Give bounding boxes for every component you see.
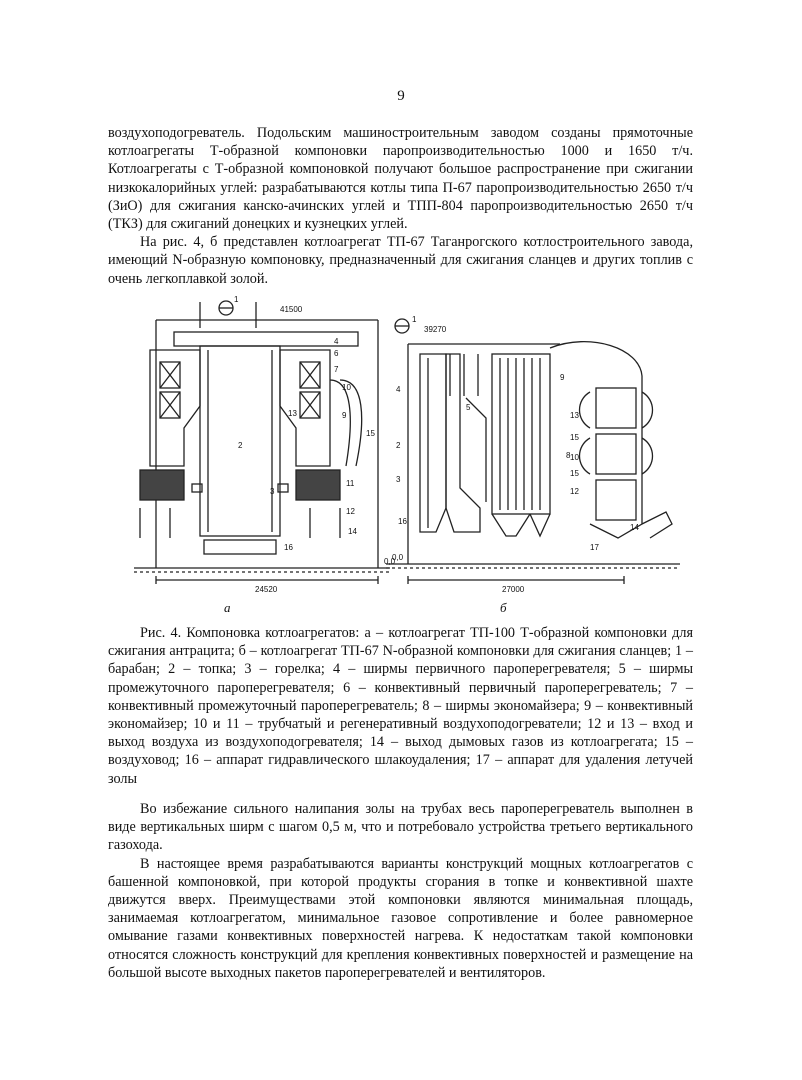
callout-b: 9	[560, 373, 565, 382]
paragraph: На рис. 4, б представлен котлоагрегат ТП-67 Таганрогского котлостроительного завода, имеющий N-образную компоновку, предназначенный для сжигания сланцев и других топлив с очень легкоплавкой золой.	[108, 234, 693, 287]
callout-b: 13	[570, 411, 579, 420]
figure-label-a: а	[224, 600, 231, 615]
callout-a: 2	[238, 441, 243, 450]
paragraph: В настоящее время разрабатываются варианты конструкций мощных котлоагрегатов с башенной компоновкой, при которой продукты сгорания в топке и конвективной шахте движутся вверх. Преимуществами этой компоновки являются минимальная площадь, занимаемая котлоагрегатом, минимальное газовое сопротивление и более равномерное омывание газами конвективных поверхностей нагрева. К недостаткам такой компоновки относятся сложность конструкций для крепления конвективных поверхностей и размещение на большой высоте выходных пакетов пароперегревателей и вентиляторов.	[108, 855, 693, 981]
callout-b: 2	[396, 441, 401, 450]
callout-b: 5	[466, 403, 471, 412]
callout-b: 3	[396, 475, 401, 484]
caption-text: Рис. 4. Компоновка котлоагрегатов: а – котлоагрегат ТП-100 Т-образной компоновки для сжигания антрацита; б – котлоагрегат ТП-67 N-образной компоновки для сжигания сланцев; 1 – барабан; 2 – топка; 3 – горелка; 4 – ширмы первичного пароперегревателя; 5 – ширмы промежуточного пароперегревателя; 6 – конвективный первичный пароперегреватель; 7 – конвективный промежуточный пароперегреватель; 8 – ширмы экономайзера; 9 – конвективный экономайзер; 10 и 11 – трубчатый и регенеративный воздухоподогреватели; 12 и 13 – вход и выход воздуха из воздухоподогревателя; 14 – выход дымовых газов из котлоагрегата; 15 – воздуховод; 16 – аппарат гидравлического шлакоудаления; 17 – аппарат для удаления летучей золы	[108, 625, 693, 787]
callout-a: 13	[288, 409, 297, 418]
figure-label-b: б	[500, 600, 507, 615]
elevation-bottom-b: 0,0	[392, 553, 404, 562]
callout-b: 12	[570, 487, 579, 496]
callout-b: 10	[570, 453, 579, 462]
callout-a: 15	[366, 429, 375, 438]
callout-a: 3	[270, 487, 275, 496]
callout-a: 10	[342, 383, 351, 392]
figure-caption	[108, 624, 693, 788]
callout-a: 6	[334, 349, 339, 358]
callout-a: 4	[334, 337, 339, 346]
callout-b: 15	[570, 469, 579, 478]
callout-b: 8	[566, 451, 571, 460]
callout-b: 1	[412, 315, 417, 324]
width-b: 27000	[502, 585, 525, 594]
callout-b: 4	[396, 385, 401, 394]
intro-text	[108, 124, 693, 288]
callout-a: 16	[284, 543, 293, 552]
paragraph: Во избежание сильного налипания золы на трубах весь пароперегреватель выполнен в виде вертикальных ширм с шагом 0,5 м, что и потребовало устройства третьего вертикального газохода.	[108, 801, 693, 854]
boiler-layout-drawings	[120, 288, 690, 618]
furnace-b	[420, 354, 446, 532]
elevation-top-b: 39270	[424, 325, 447, 334]
callout-a: 7	[334, 365, 339, 374]
width-a: 24520	[255, 585, 278, 594]
paragraph: воздухоподогреватель. Подольским машиностроительным заводом созданы прямоточные котлоагрегаты Т-образной компоновки паропроизводительностью 1000 и 1650 т/ч. Котлоагрегаты с Т-образной компоновкой получают большое распространение при сжигании низкокалорийных углей: разрабатываются котлы типа П-67 паропроизводительностью 2650 т/ч (ЗиО) для сжигания канско-ачинских углей и ТПП-804 паропроизводительностью 2650 т/ч (ТКЗ) для сжиганий донецких и кузнецких углей.	[108, 125, 693, 233]
page-number: 9	[397, 88, 405, 104]
drawing-b	[386, 319, 680, 584]
callout-a: 14	[348, 527, 357, 536]
body-text	[108, 800, 693, 982]
elevation-bottom-a: 0,0	[384, 557, 396, 566]
callout-b: 15	[570, 433, 579, 442]
callout-a: 12	[346, 507, 355, 516]
callout-b: 16	[398, 517, 407, 526]
elevation-top-a: 41500	[280, 305, 303, 314]
callout-a: 1	[234, 295, 239, 304]
callout-b: 17	[590, 543, 599, 552]
callout-a: 9	[342, 411, 347, 420]
boiler-figure	[120, 288, 690, 618]
callout-a: 11	[346, 479, 355, 488]
drawing-a	[134, 301, 390, 584]
callout-b: 14	[630, 523, 639, 532]
